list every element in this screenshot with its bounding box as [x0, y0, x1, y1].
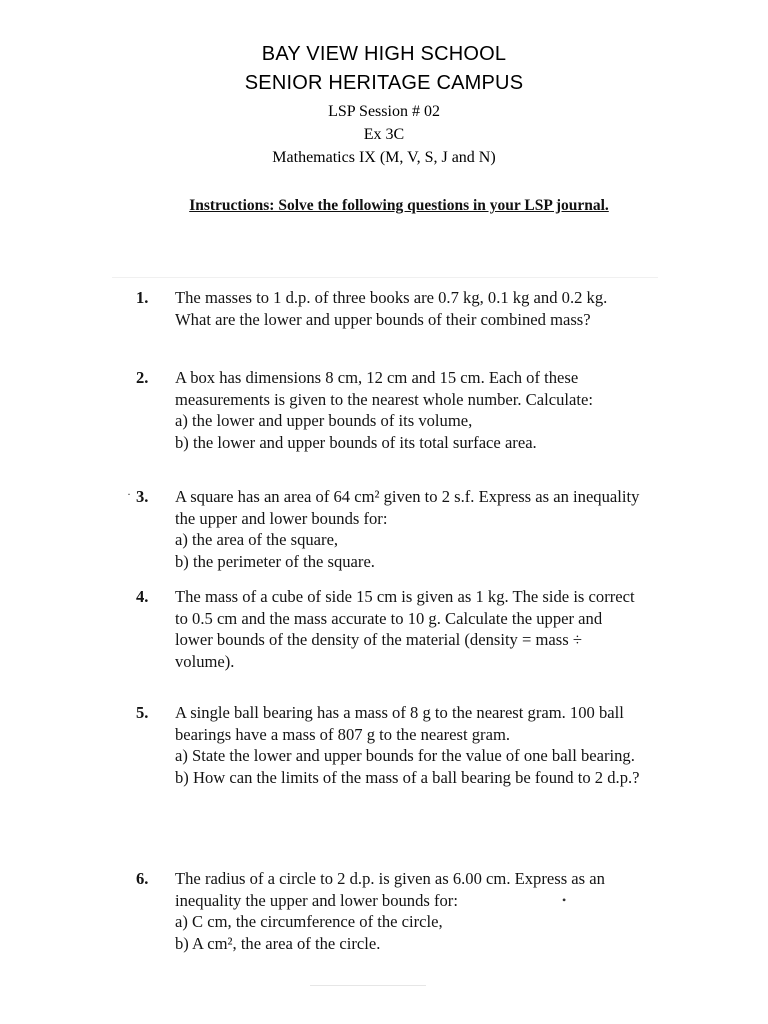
school-name: BAY VIEW HIGH SCHOOL: [261, 43, 507, 65]
question-number: 2.: [136, 368, 149, 387]
campus-name: SENIOR HERITAGE CAMPUS: [244, 72, 524, 94]
subject-label: Mathematics IX (M, V, S, J and N): [272, 149, 496, 166]
document-header: [0, 40, 768, 169]
question-5: [136, 702, 641, 788]
scan-speck: •: [562, 893, 567, 907]
question-3: [136, 486, 641, 572]
question-part: a) the lower and upper bounds of its volume,: [175, 411, 473, 431]
exercise-label: Ex 3C: [363, 126, 405, 143]
question-1: [136, 287, 641, 330]
question-text: A square has an area of 64 cm² given to 2 s.f. Express as an inequality the upper and lower bounds for:: [175, 487, 640, 528]
question-part: b) A cm², the area of the circle.: [175, 933, 381, 953]
scan-speck: ·: [127, 487, 131, 501]
question-text: The mass of a cube of side 15 cm is given as 1 kg. The side is correct to 0.5 cm and the mass accurate to 10 g. Calculate the upper and lower bounds of the density of the material (density = mass ÷ volume).: [175, 587, 635, 671]
question-part: b) the lower and upper bounds of its total surface area.: [175, 432, 537, 452]
scan-divider-top: [112, 277, 658, 278]
question-2: [136, 367, 641, 453]
question-part: b) the perimeter of the square.: [175, 551, 375, 571]
question-number: 3.: [136, 487, 149, 506]
question-4: [136, 586, 641, 672]
question-part: b) How can the limits of the mass of a ball bearing be found to 2 d.p.?: [175, 767, 640, 787]
question-text: The masses to 1 d.p. of three books are 0.7 kg, 0.1 kg and 0.2 kg. What are the lower and upper bounds of their combined mass?: [175, 288, 608, 329]
question-number: 4.: [136, 587, 149, 606]
question-part: a) State the lower and upper bounds for the value of one ball bearing.: [175, 746, 635, 766]
session-label: LSP Session # 02: [328, 103, 440, 120]
question-6: [136, 868, 641, 954]
scan-divider-bottom: [310, 985, 426, 986]
question-part: a) C cm, the circumference of the circle,: [175, 912, 443, 932]
question-text: A box has dimensions 8 cm, 12 cm and 15 cm. Each of these measurements is given to the nearest whole number. Calculate:: [175, 368, 593, 409]
question-number: 6.: [136, 869, 149, 888]
question-part: a) the area of the square,: [175, 530, 339, 550]
question-number: 5.: [136, 703, 149, 722]
question-text: A single ball bearing has a mass of 8 g to the nearest gram. 100 ball bearings have a mass of 807 g to the nearest gram.: [175, 703, 624, 744]
question-text: The radius of a circle to 2 d.p. is given as 6.00 cm. Express as an inequality the upper and lower bounds for:: [175, 869, 605, 910]
question-number: 1.: [136, 288, 149, 307]
instructions: Instructions: Solve the following questions in your LSP journal.: [189, 197, 609, 214]
